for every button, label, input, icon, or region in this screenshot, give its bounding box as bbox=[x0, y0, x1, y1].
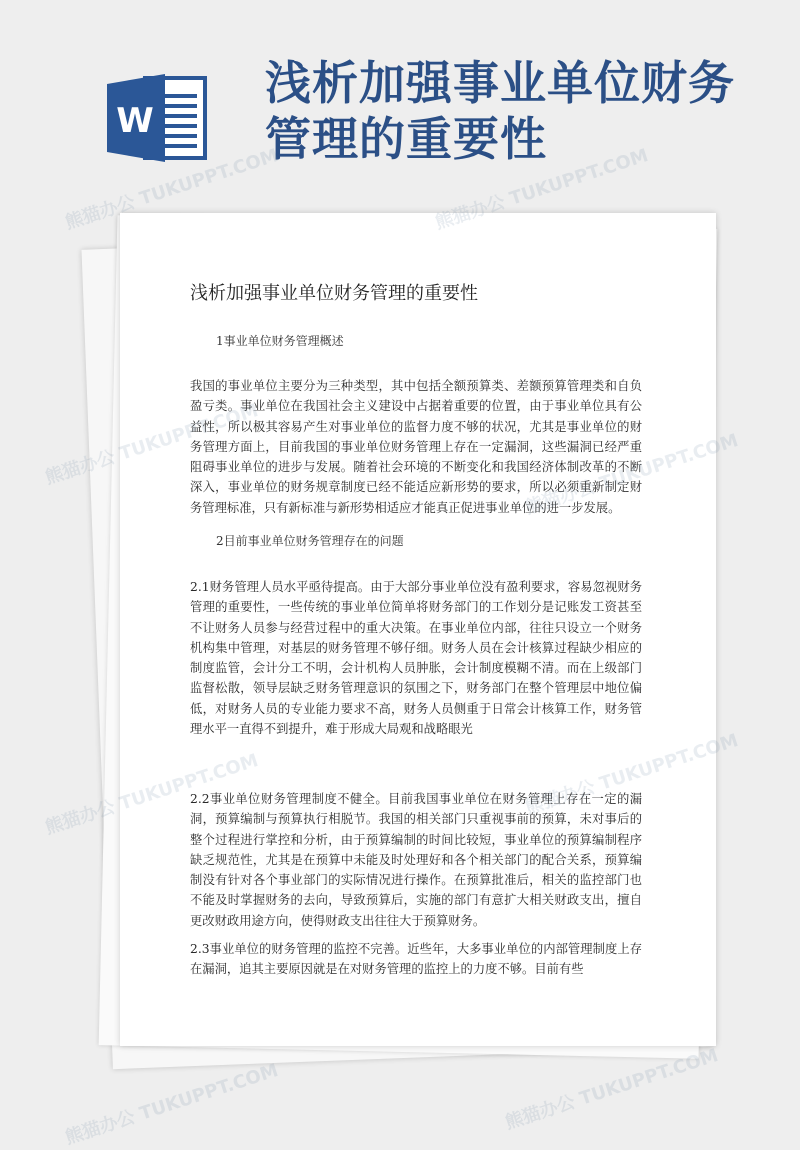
watermark-text: 熊猫办公 TUKUPPT.COM bbox=[62, 1060, 281, 1149]
paragraph-overview: 我国的事业单位主要分为三种类型，其中包括全额预算类、差额预算管理类和自负盈亏类。事业单位在我国社会主义建设中占据着重要的位置，由于事业单位具有公益性，所以极其容易产生对事业单位的监督力度不够的状况，尤其是事业单位的财务管理方面上，目前我国的事业单位财务管理上存在一定漏洞，这些漏洞已经严重阻碍事业单位的进步与发展。随着社会环境的不断变化和我国经济体制改革的不断深入，事业单位的财务规章制度已经不能适应新形势的要求，所以必须重新制定财务管理标准，只有新标准与新形势相适应才能真正促进事业单位的进一步发展。 bbox=[190, 379, 642, 515]
paragraph-2-2: 2.2事业单位财务管理制度不健全。目前我国事业单位在财务管理上存在一定的漏洞，预算编制与预算执行相脱节。我国的相关部门只重视事前的预算，未对事后的整个过程进行掌控和分析，由于预算编制的时间比较短，事业单位的预算编制程序缺乏规范性，尤其是在预算中未能及时处理好和各个相关部门的配合关系，预算编制没有针对各个事业部门的实际情况进行操作。在预算批准后，相关的监控部门也不能及时掌握财务的去向，导致预算后，实施的部门有意扩大相关财政支出，擅自更改财政用途方向，使得财政支出往往大于预算财务。 bbox=[190, 792, 642, 928]
word-icon-letter: W bbox=[116, 101, 154, 141]
word-document-icon bbox=[107, 72, 213, 164]
watermark-text: 熊猫办公 bbox=[42, 446, 118, 489]
document-page bbox=[120, 213, 716, 1046]
watermark-text: 熊猫办公 TUKUPPT.COM bbox=[502, 1045, 721, 1134]
header-title: 浅析加强事业单位财务管理的重要性 bbox=[265, 56, 735, 166]
paragraph-2-1: 2.1财务管理人员水平亟待提高。由于大部分事业单位没有盈利要求，容易忽视财务管理的重要性，一些传统的事业单位简单将财务部门的工作划分是记账发工资甚至不让财务人员参与经营过程中的重大决策。在事业单位内部，往往只设立一个财务机构集中管理，对基层的财务管理不够仔细。财务人员在会计核算过程缺少相应的制度监管，会计分工不明，会计机构人员肿胀，会计制度模糊不清。而在上级部门监督松散，领导层缺乏财务管理意识的氛围之下，财务部门在整个管理层中地位偏低，对财务人员的专业能力要求不高，财务人员侧重于日常会计核算工作，财务管理水平一直得不到提升，难于形成大局观和战略眼光 bbox=[190, 580, 642, 737]
document-title: 浅析加强事业单位财务管理的重要性 bbox=[190, 283, 478, 304]
section-heading-1: 1事业单位财务管理概述 bbox=[216, 334, 344, 348]
watermark-text: 熊猫办公 bbox=[42, 796, 118, 839]
paragraph-2-3: 2.3事业单位的财务管理的监控不完善。近些年，大多事业单位的内部管理制度上存在漏洞，追其主要原因就是在对财务管理的监控上的力度不够。目前有些 bbox=[190, 942, 642, 977]
header-banner bbox=[0, 0, 800, 200]
section-heading-2: 2目前事业单位财务管理存在的问题 bbox=[216, 534, 404, 548]
